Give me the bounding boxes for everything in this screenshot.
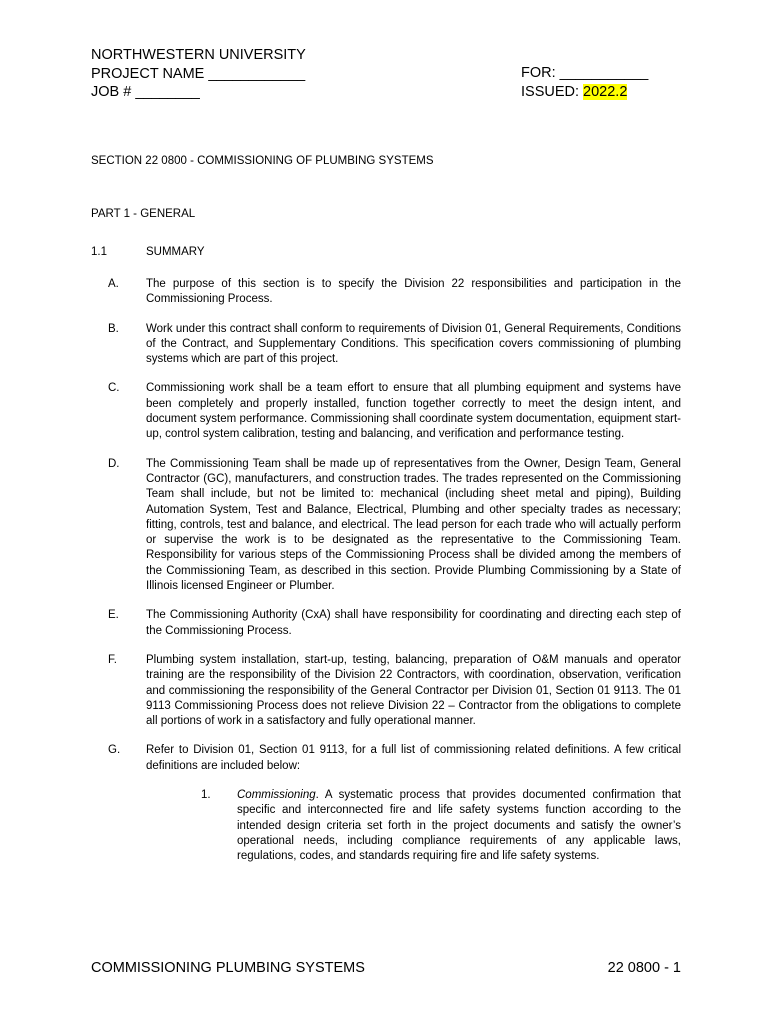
paragraph-letter: A. (108, 278, 119, 290)
summary-label: SUMMARY (146, 246, 205, 258)
definition-body: A systematic process that provides documented confirmation that specific and interconnected fire and life safety systems function according to the intended design criteria set forth in the project documents and satisfy the owner’s operational needs, including compliance requirements of any applicable laws, regulations, codes, and standards requiring fire and life safety systems. (237, 789, 681, 863)
footer-page-number: 22 0800 - 1 (607, 960, 681, 976)
footer-title: COMMISSIONING PLUMBING SYSTEMS (91, 960, 365, 976)
paragraph-letter: B. (108, 322, 119, 335)
paragraph-text: The purpose of this section is to specify the Division 22 responsibilities and participation in the Commissioning Process. (146, 278, 681, 306)
paragraph-e (91, 608, 681, 639)
issued-field (521, 83, 648, 102)
paragraph-text: Plumbing system installation, start-up, testing, balancing, preparation of O&M manuals and operator training are the responsibility of the Division 22 Contractors, with coordination, observation, verification and commissioning the responsibility of the General Contractor per Division 01, Section 01 9113. The 01 9113 Commissioning Process does not relieve Division 22 – Contractor from the obligations to complete all portions of work in a satisfactory and fully operational manner. (146, 653, 681, 728)
paragraph-c (91, 381, 681, 442)
header-left (91, 46, 306, 102)
paragraph-letter: F. (108, 653, 117, 666)
university-name: NORTHWESTERN UNIVERSITY (91, 47, 306, 63)
paragraph-letter: G. (108, 744, 121, 757)
definition-term: Commissioning (237, 789, 316, 802)
paragraph-text: The Commissioning Team shall be made up of representatives from the Owner, Design Team, General Contractor (GC), manufacturers, and construction trades. The trades represented on the Commissioning Team shall include, but not be limited to: mechanical (including sheet metal and piping), Building Automation System, Test and Balance, Electrical, Plumbing and other specialty trades as necessary; fitting, controls, test and balance, and electrical. The lead person for each trade who will actually perform or supervise the work is to be designated as the representative to the Commissioning Team. Responsibility for various steps of the Commissioning Process shall be divided among the members of the Commissioning Team, as described in this section. Provide Plumbing Commissioning by a State of Illinois licensed Engineer or Plumber. (146, 457, 681, 593)
paragraph-text: Refer to Division 01, Section 01 9113, for a full list of commissioning related definitions. A few critical definitions are included below: (146, 744, 681, 772)
paragraph-b (91, 322, 681, 368)
paragraph-letter: C. (108, 382, 120, 395)
for-field: FOR: ___________ (521, 65, 649, 81)
paragraph-text: The Commissioning Authority (CxA) shall have responsibility for coordinating and directing each step of the Commissioning Process. (146, 609, 681, 637)
paragraph-f (91, 653, 681, 729)
paragraph-letter: E. (108, 609, 119, 622)
summary-number: 1.1 (91, 246, 107, 258)
definition-text: Commissioning. A systematic process that provides documented confirmation that specific and interconnected fire and life safety systems function according to the intended design criteria set forth in the project documents and satisfy the owner’s operational needs, including compliance requirements of any applicable laws, regulations, codes, and standards requiring fire and life safety systems. (237, 789, 681, 863)
header-right (521, 64, 648, 101)
paragraph-a (91, 277, 681, 308)
paragraph-list (91, 277, 681, 879)
paragraph-g (91, 743, 681, 864)
section-title: SECTION 22 0800 - COMMISSIONING OF PLUMBING SYSTEMS (91, 155, 434, 167)
issued-label: ISSUED: (521, 83, 584, 100)
definition-number: 1. (201, 789, 211, 802)
paragraph-text: Work under this contract shall conform to requirements of Division 01, General Requirements, Conditions of the Contract, and Supplementary Conditions. This specification covers commissioning of plumbing systems which are part of this project. (146, 322, 681, 366)
part-title: PART 1 - GENERAL (91, 208, 196, 220)
definition-item-1 (146, 788, 681, 864)
job-number-field: JOB # ________ (91, 84, 200, 100)
paragraph-text: Commissioning work shall be a team effort to ensure that all plumbing equipment and systems have been completely and properly installed, function together correctly to meet the design intent, and document system performance. Commissioning shall coordinate system documentation, equipment start-up, control system calibration, testing and balancing, and verification and performance testing. (146, 382, 681, 441)
issued-value-highlight: 2022.2 (583, 83, 628, 100)
project-name-field: PROJECT NAME ____________ (91, 65, 306, 82)
paragraph-d (91, 457, 681, 595)
paragraph-letter: D. (108, 457, 120, 470)
